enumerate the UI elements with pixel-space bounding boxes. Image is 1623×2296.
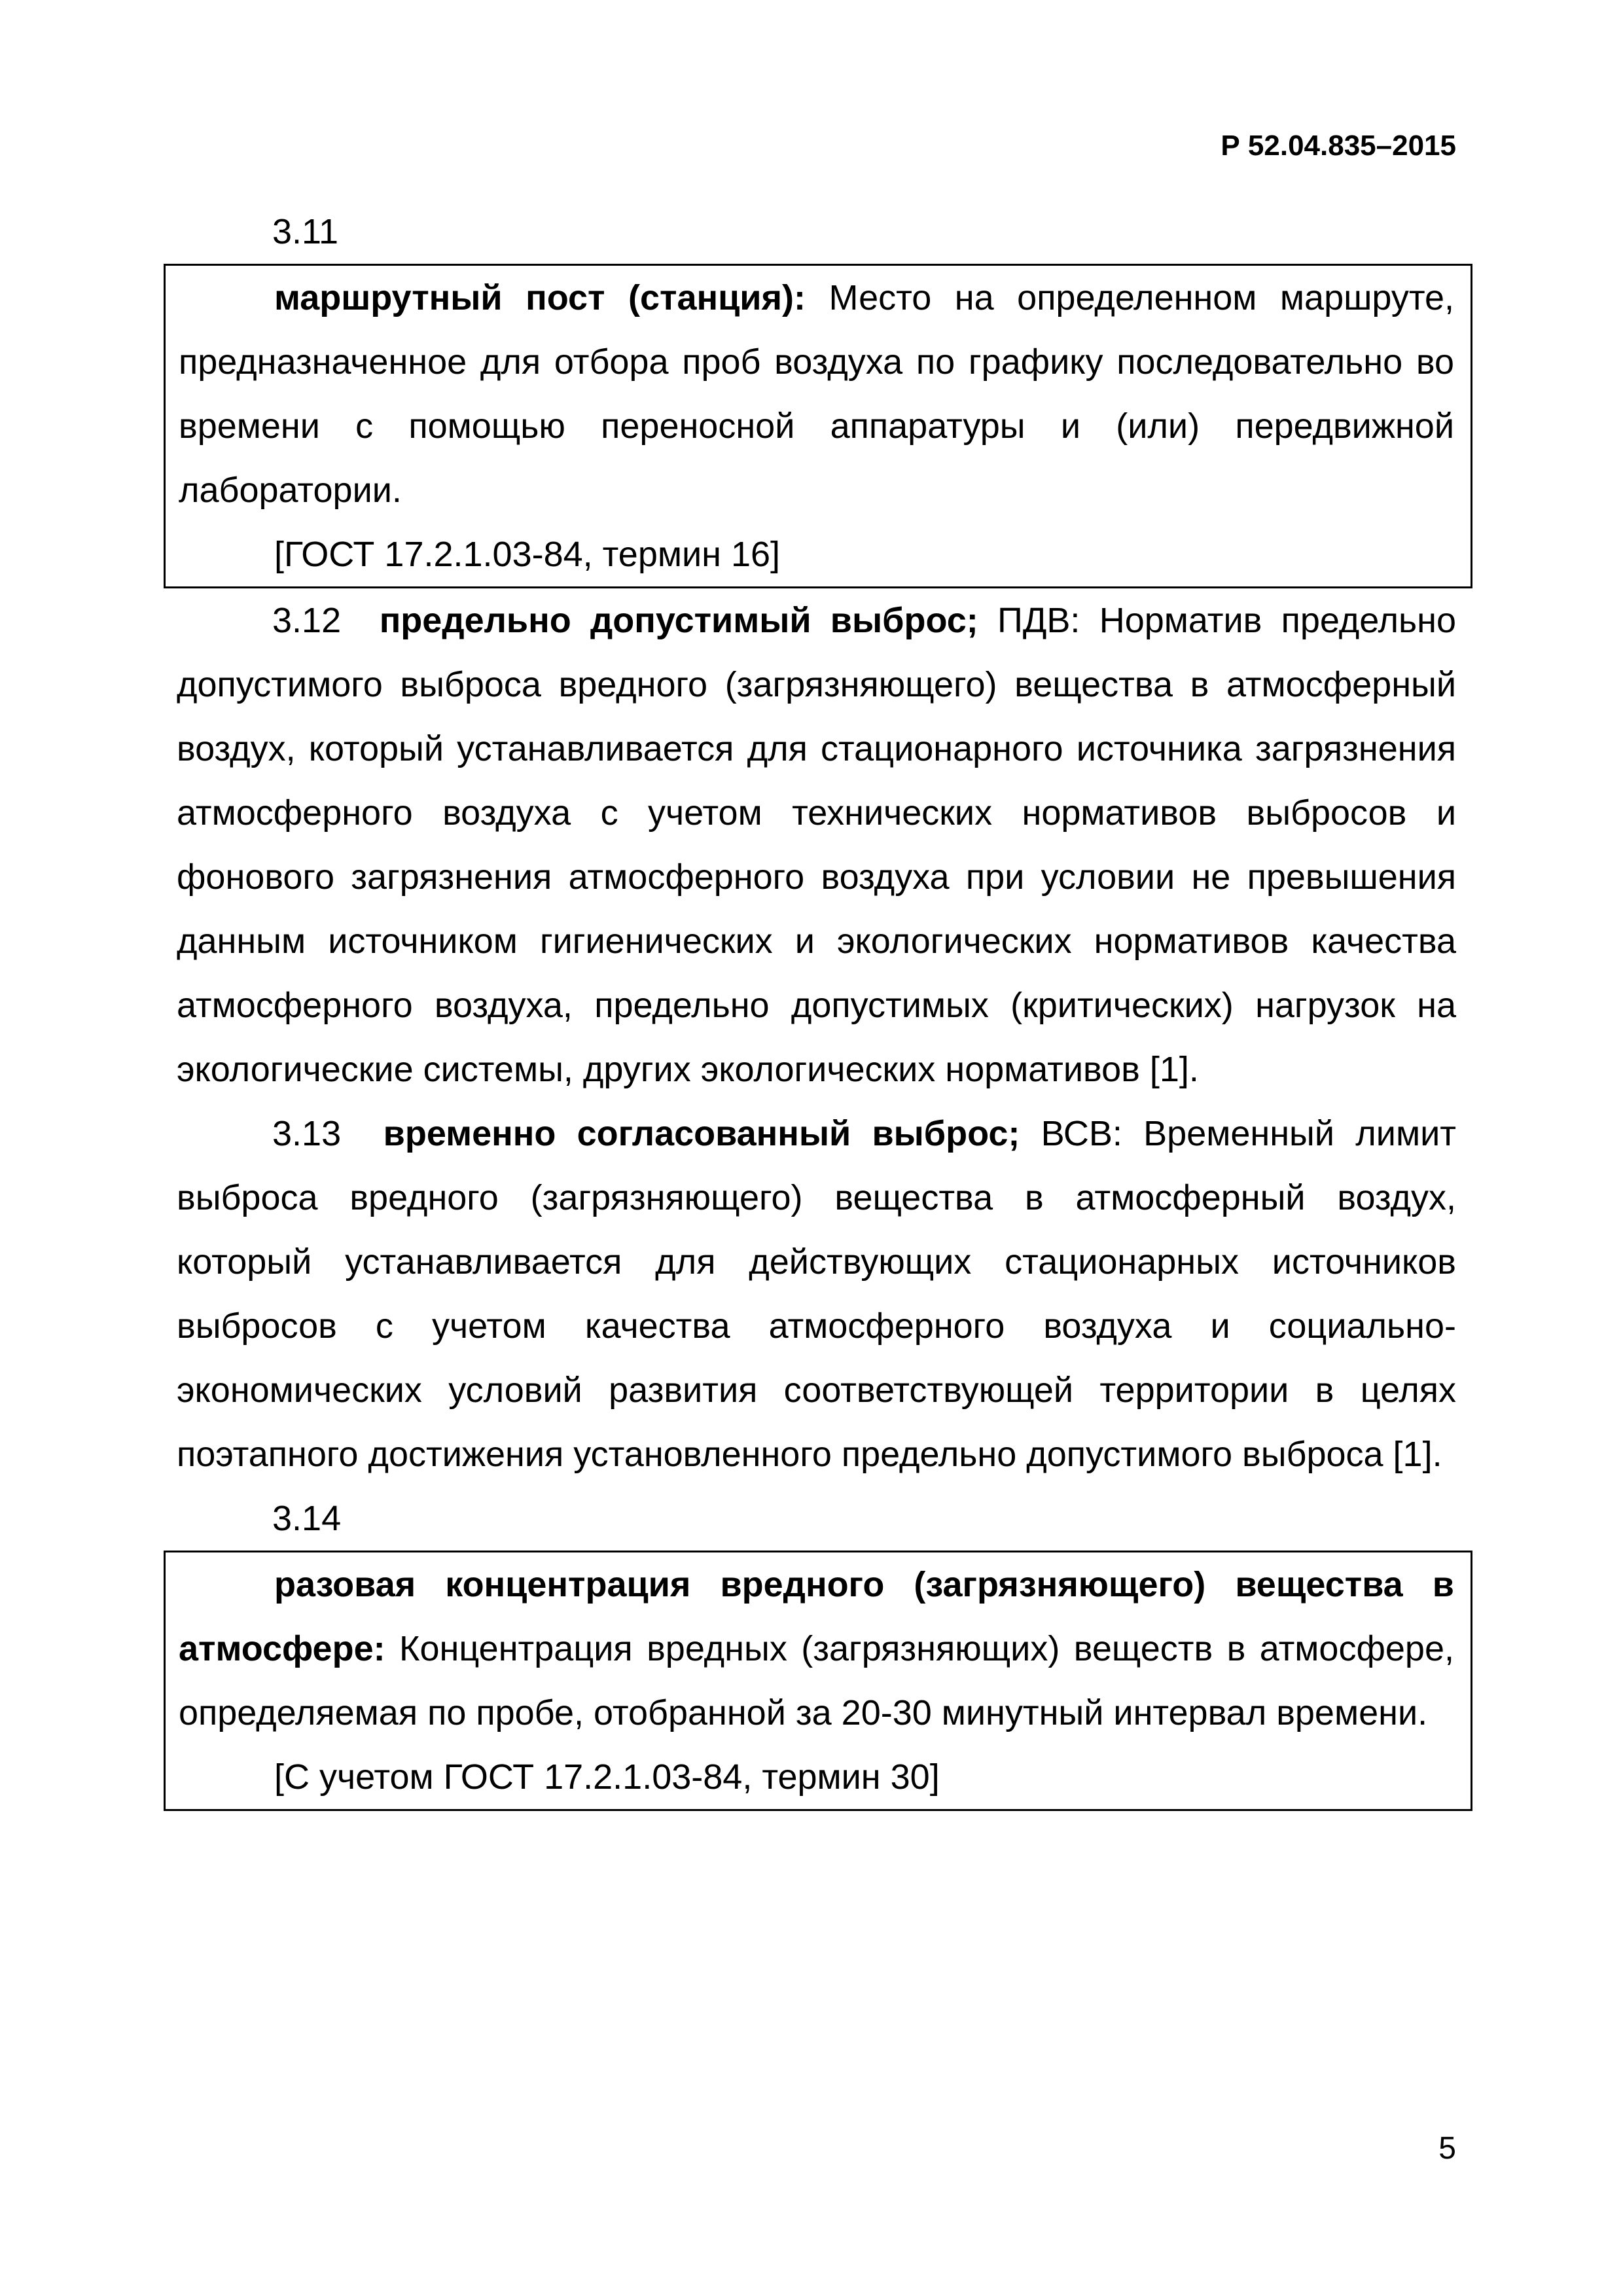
definition-text-3-13: ВСВ: Временный лимит выброса вредного (загрязняющего) вещества в атмосферный воздух, который устанавливается для действующих стационарных источников выбросов с учетом качества атмосферного воздуха и социально-экономических условий развития соответствующей территории в целях поэтапного достижения установленного предельно допустимого выброса [1]. — [177, 1114, 1456, 1474]
reference-3-14: [С учетом ГОСТ 17.2.1.03-84, термин 30] — [274, 1757, 940, 1797]
term-box-3-14 — [164, 1551, 1472, 1811]
term-3-13: временно согласованный выброс; — [383, 1114, 1020, 1153]
term-3-12: предельно допустимый выброс; — [379, 601, 978, 640]
definition-3-14 — [179, 1552, 1454, 1745]
definition-text-3-11: Место на определенном маршруте, предназначенное для отбора проб воздуха по графику последовательно во времени с помощью переносной аппаратуры и (или) передвижной лаборатории. — [179, 278, 1455, 510]
term-box-3-11 — [164, 264, 1472, 588]
page-number: 5 — [1438, 2131, 1456, 2166]
section-number-3-12: 3.12 — [272, 601, 342, 640]
definition-text-3-12: ПДВ: Норматив предельно допустимого выброса вредного (загрязняющего) вещества в атмосферный воздух, который устанавливается для стационарного источника загрязнения атмосферного воздуха с учетом технических нормативов выбросов и фонового загрязнения атмосферного воздуха при условии не превышения данным источником гигиенических и экологических нормативов качества атмосферного воздуха, предельно допустимых (критических) нагрузок на экологические системы, других экологических нормативов [1]. — [177, 601, 1456, 1089]
page-content — [177, 200, 1456, 1811]
section-number-3-13: 3.13 — [272, 1114, 342, 1153]
definition-3-12 — [177, 588, 1456, 1102]
term-3-14: разовая концентрация вредного (загрязняющего) вещества в атмосфере: — [179, 1565, 1454, 1668]
section-number-3-14: 3.14 — [272, 1499, 342, 1538]
definition-3-13 — [177, 1102, 1456, 1486]
document-code: Р 52.04.835–2015 — [1221, 130, 1456, 162]
section-number-3-11: 3.11 — [272, 212, 339, 251]
definition-text-3-14: Концентрация вредных (загрязняющих) веществ в атмосфере, определяемая по пробе, отобранной за 20-30 минутный интервал времени. — [179, 1629, 1454, 1732]
definition-3-11 — [179, 266, 1454, 522]
reference-3-11: [ГОСТ 17.2.1.03-84, термин 16] — [274, 535, 781, 574]
term-3-11: маршрутный пост (станция): — [274, 278, 806, 317]
